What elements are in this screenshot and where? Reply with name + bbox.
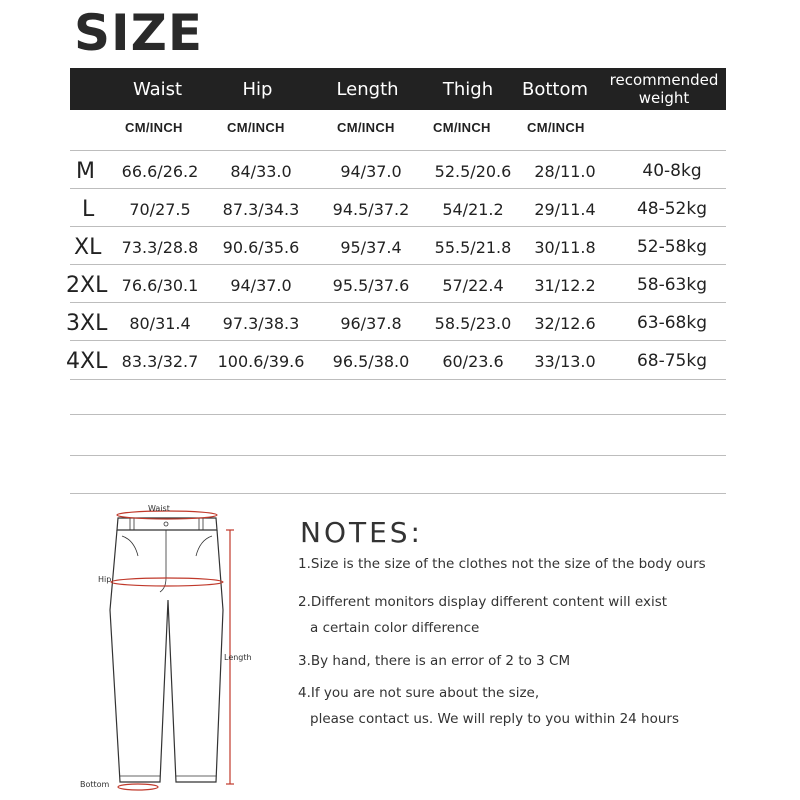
page-title: SIZE [74,4,204,62]
size-label: XL [74,234,102,260]
note-item: a certain color difference [310,620,480,636]
header-recommended-weight [602,68,726,110]
cell-length: 94.5/37.2 [332,199,410,219]
cell-bottom: 31/12.2 [534,275,596,295]
header-length: Length [336,78,399,100]
diagram-label-length: Length [224,653,252,662]
cell-waist: 66.6/26.2 [121,161,199,181]
header-bottom: Bottom [521,78,589,100]
size-label: L [82,196,95,222]
size-table-header [70,68,726,110]
cell-waist: 80/31.4 [129,313,191,333]
cell-length: 94/37.0 [340,161,402,181]
header-hip: Hip [242,78,273,100]
cell-hip: 97.3/38.3 [222,313,300,333]
table-row [66,304,726,342]
cell-waist: 76.6/30.1 [121,275,199,295]
cell-waist: 70/27.5 [129,199,191,219]
unit-bottom: CM/INCH [527,120,585,135]
cell-thigh: 54/21.2 [442,199,504,219]
unit-thigh: CM/INCH [433,120,491,135]
cell-hip: 90.6/35.6 [222,237,300,257]
cell-weight: 58-63kg [636,275,708,295]
note-item: 2.Different monitors display different content will exist [298,594,668,610]
cell-weight: 68-75kg [636,351,708,371]
note-item: 1.Size is the size of the clothes not the size of the body ours [298,556,706,572]
table-row [70,228,726,266]
diagram-label-waist: Waist [148,504,170,513]
cell-bottom: 32/12.6 [534,313,596,333]
table-row [66,342,726,380]
table-rule [70,493,726,494]
cell-bottom: 28/11.0 [534,161,596,181]
unit-hip: CM/INCH [227,120,285,135]
header-recommended-line: recommended [609,71,719,89]
notes-title: NOTES: [300,516,423,549]
note-item: 4.If you are not sure about the size, [298,685,540,701]
cell-bottom: 30/11.8 [534,237,596,257]
diagram-label-bottom: Bottom [80,780,110,789]
cell-weight: 40-8kg [642,161,702,181]
cell-waist: 83.3/32.7 [121,351,199,371]
unit-waist: CM/INCH [125,120,183,135]
cell-hip: 94/37.0 [230,275,292,295]
size-label: 2XL [66,272,108,298]
cell-weight: 63-68kg [636,313,708,333]
unit-length: CM/INCH [337,120,395,135]
cell-bottom: 33/13.0 [534,351,596,371]
table-row [66,266,726,304]
table-row [70,152,726,190]
cell-length: 95/37.4 [340,237,402,257]
size-label: 4XL [66,348,108,374]
cell-length: 95.5/37.6 [332,275,410,295]
header-weight-line: weight [638,89,690,107]
cell-length: 96.5/38.0 [332,351,410,371]
cell-thigh: 55.5/21.8 [434,237,512,257]
cell-hip: 100.6/39.6 [217,351,305,371]
cell-waist: 73.3/28.8 [121,237,199,257]
table-rule [70,455,726,456]
size-label: M [76,158,95,184]
pants-measurement-diagram [78,500,278,800]
table-rule [70,150,726,151]
note-item: 3.By hand, there is an error of 2 to 3 CM [298,653,571,669]
header-waist: Waist [132,78,183,100]
table-row [70,190,726,228]
cell-thigh: 60/23.6 [442,351,504,371]
cell-weight: 48-52kg [636,199,708,219]
cell-bottom: 29/11.4 [534,199,596,219]
units-row [70,120,726,140]
cell-length: 96/37.8 [340,313,402,333]
size-label: 3XL [66,310,108,336]
cell-thigh: 58.5/23.0 [434,313,512,333]
cell-weight: 52-58kg [636,237,708,257]
note-item: please contact us. We will reply to you within 24 hours [310,711,680,727]
diagram-label-hip: Hip [98,575,112,584]
cell-hip: 87.3/34.3 [222,199,300,219]
cell-thigh: 52.5/20.6 [434,161,512,181]
cell-thigh: 57/22.4 [442,275,504,295]
pants-illustration [78,500,278,800]
cell-hip: 84/33.0 [230,161,292,181]
header-thigh: Thigh [442,78,494,100]
table-rule [70,414,726,415]
